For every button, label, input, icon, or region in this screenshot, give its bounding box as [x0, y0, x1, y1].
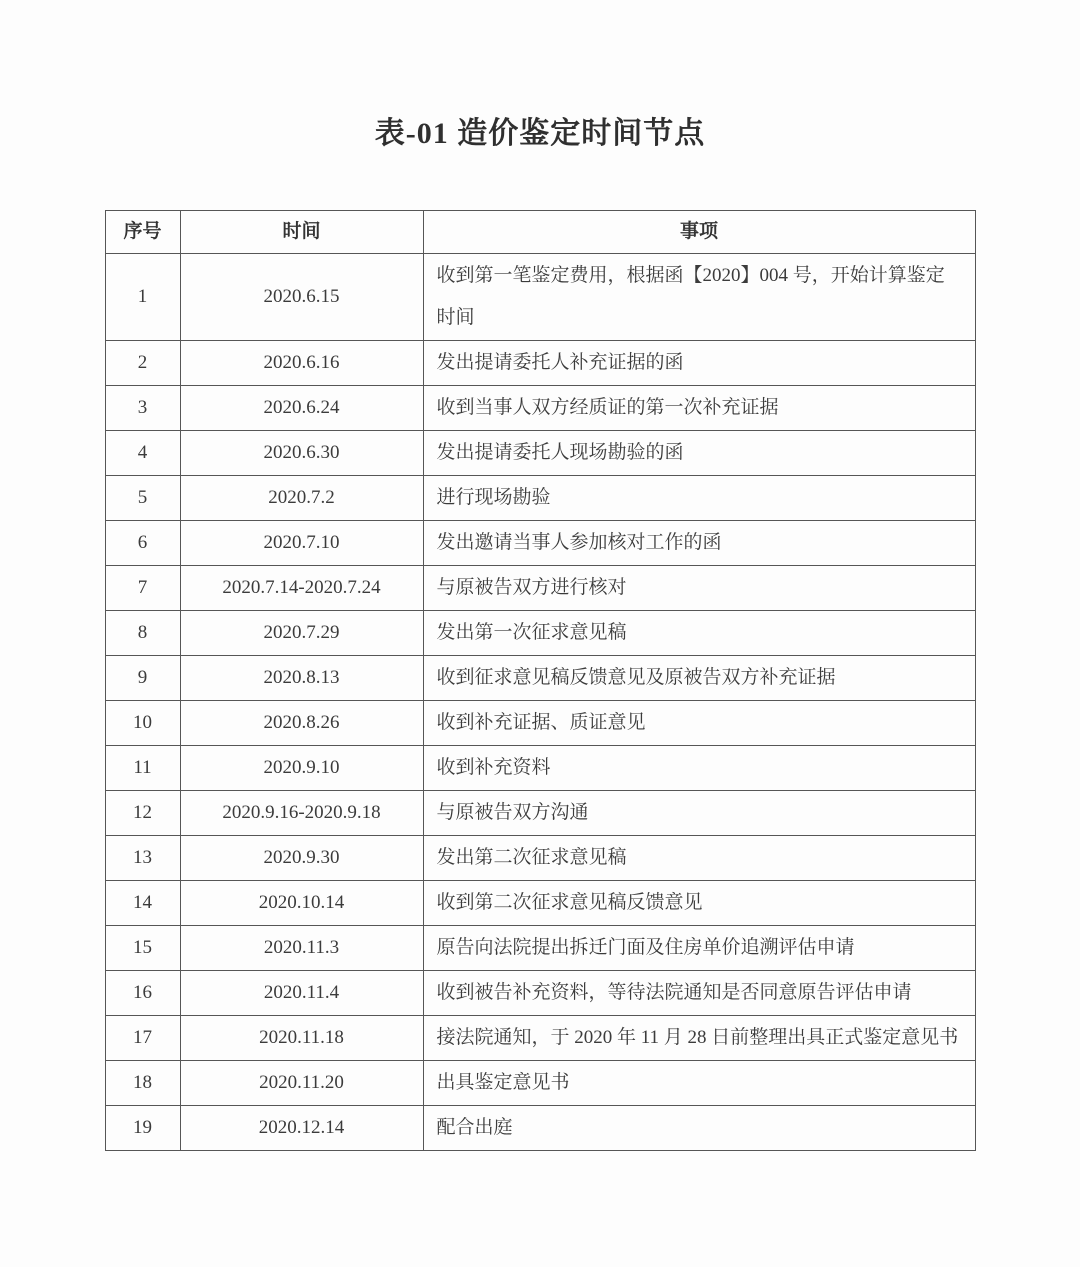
- row-time: 2020.8.13: [180, 656, 423, 701]
- row-event: 收到第一笔鉴定费用，根据函【2020】004 号，开始计算鉴定时间: [423, 254, 975, 341]
- row-no: 6: [105, 521, 180, 566]
- row-no: 9: [105, 656, 180, 701]
- row-no: 16: [105, 971, 180, 1016]
- table-row: [105, 1106, 975, 1151]
- row-no: 4: [105, 431, 180, 476]
- row-time: 2020.7.29: [180, 611, 423, 656]
- row-no: 19: [105, 1106, 180, 1151]
- table-header-row: [105, 211, 975, 254]
- row-time: 2020.7.10: [180, 521, 423, 566]
- col-header-time: 时间: [180, 211, 423, 254]
- table-row: [105, 971, 975, 1016]
- table-row: [105, 611, 975, 656]
- row-time: 2020.6.24: [180, 386, 423, 431]
- row-time: 2020.11.20: [180, 1061, 423, 1106]
- row-time: 2020.9.10: [180, 746, 423, 791]
- table-row: [105, 431, 975, 476]
- row-no: 1: [105, 254, 180, 341]
- row-event: 发出邀请当事人参加核对工作的函: [423, 521, 975, 566]
- row-time: 2020.12.14: [180, 1106, 423, 1151]
- row-event: 与原被告双方进行核对: [423, 566, 975, 611]
- timeline-table: [105, 210, 976, 1151]
- row-no: 15: [105, 926, 180, 971]
- table-row: [105, 881, 975, 926]
- row-event: 发出第一次征求意见稿: [423, 611, 975, 656]
- row-event: 原告向法院提出拆迁门面及住房单价追溯评估申请: [423, 926, 975, 971]
- col-header-event: 事项: [423, 211, 975, 254]
- row-event: 配合出庭: [423, 1106, 975, 1151]
- row-no: 18: [105, 1061, 180, 1106]
- page-title: 表-01 造价鉴定时间节点: [374, 117, 706, 150]
- row-no: 2: [105, 341, 180, 386]
- table-row: [105, 254, 975, 341]
- row-time: 2020.9.30: [180, 836, 423, 881]
- row-event: 收到补充资料: [423, 746, 975, 791]
- row-event: 收到当事人双方经质证的第一次补充证据: [423, 386, 975, 431]
- row-event: 收到征求意见稿反馈意见及原被告双方补充证据: [423, 656, 975, 701]
- row-event: 收到被告补充资料，等待法院通知是否同意原告评估申请: [423, 971, 975, 1016]
- row-event: 接法院通知，于 2020 年 11 月 28 日前整理出具正式鉴定意见书: [423, 1016, 975, 1061]
- row-no: 3: [105, 386, 180, 431]
- table-row: [105, 836, 975, 881]
- row-no: 11: [105, 746, 180, 791]
- table-row: [105, 341, 975, 386]
- table-header: [105, 211, 975, 254]
- row-event: 收到补充证据、质证意见: [423, 701, 975, 746]
- row-time: 2020.10.14: [180, 881, 423, 926]
- table-row: [105, 656, 975, 701]
- row-no: 17: [105, 1016, 180, 1061]
- row-time: 2020.7.2: [180, 476, 423, 521]
- table-body: [105, 254, 975, 1151]
- row-event: 收到第二次征求意见稿反馈意见: [423, 881, 975, 926]
- row-time: 2020.11.18: [180, 1016, 423, 1061]
- row-time: 2020.6.15: [180, 254, 423, 341]
- table-row: [105, 521, 975, 566]
- row-time: 2020.6.16: [180, 341, 423, 386]
- row-event: 与原被告双方沟通: [423, 791, 975, 836]
- row-time: 2020.8.26: [180, 701, 423, 746]
- row-time: 2020.9.16-2020.9.18: [180, 791, 423, 836]
- table-row: [105, 1016, 975, 1061]
- row-no: 14: [105, 881, 180, 926]
- row-time: 2020.6.30: [180, 431, 423, 476]
- table-row: [105, 386, 975, 431]
- row-no: 13: [105, 836, 180, 881]
- row-no: 12: [105, 791, 180, 836]
- row-no: 5: [105, 476, 180, 521]
- row-time: 2020.7.14-2020.7.24: [180, 566, 423, 611]
- row-event: 发出第二次征求意见稿: [423, 836, 975, 881]
- table-row: [105, 476, 975, 521]
- table-row: [105, 701, 975, 746]
- col-header-no: 序号: [105, 211, 180, 254]
- table-row: [105, 926, 975, 971]
- table-row: [105, 566, 975, 611]
- row-event: 发出提请委托人补充证据的函: [423, 341, 975, 386]
- row-event: 进行现场勘验: [423, 476, 975, 521]
- row-event: 发出提请委托人现场勘验的函: [423, 431, 975, 476]
- row-no: 7: [105, 566, 180, 611]
- table-row: [105, 791, 975, 836]
- row-event: 出具鉴定意见书: [423, 1061, 975, 1106]
- row-no: 10: [105, 701, 180, 746]
- table-row: [105, 1061, 975, 1106]
- row-time: 2020.11.3: [180, 926, 423, 971]
- row-time: 2020.11.4: [180, 971, 423, 1016]
- table-row: [105, 746, 975, 791]
- row-no: 8: [105, 611, 180, 656]
